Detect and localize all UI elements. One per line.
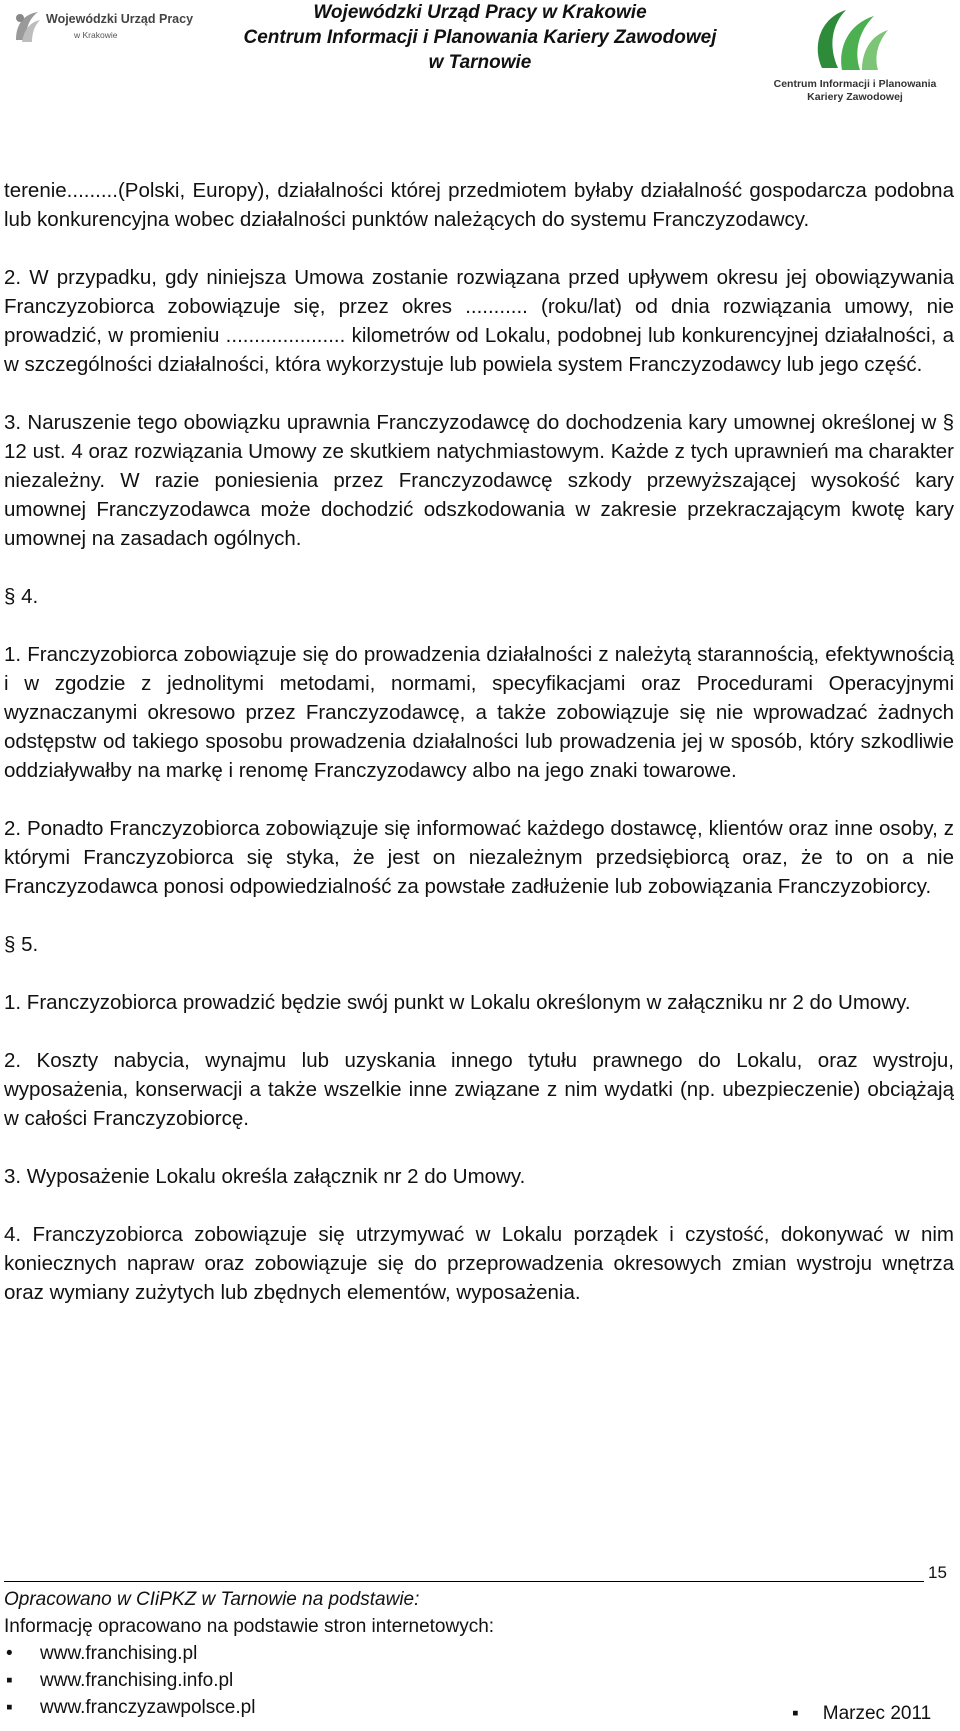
paragraph-5-1: 1. Franczyzobiorca prowadzić będzie swój punkt w Lokalu określonym w załączniku nr 2 do Umowy. [4,991,911,1014]
section-heading-5: § 5. [4,933,39,956]
ciipkz-logo-caption [760,78,950,104]
source-link[interactable]: www.franchising.info.pl [40,1670,234,1691]
section-heading-4: § 4. [4,585,39,608]
footer-source-item [4,1640,944,1667]
footer-month: Marzec 2011 [822,1703,932,1724]
ciipkz-caption-line-2: Kariery Zawodowej [807,91,903,103]
paragraph-4-1: 1. Franczyzobiorca zobowiązuje się do prowadzenia działalności z należytą starannością, efektywnością i w zgodzie z jednolitymi metodami, normami, specyfikacjami oraz Procedurami Operacyjnymi wyznaczanymi okresowo przez Franczyzodawcę, a także zobowiązuje się nie wprowadzać żadnych odstępstw od takiego sposobu prowadzenia działalności lub prowadzenia jej w sposób, który szkodliwie oddziaływałby na markę i renomę Franczyzodawcy albo na jego znaki towarowe. [4,643,954,782]
page-header-title [200,0,760,75]
source-link[interactable]: www.franchising.pl [40,1643,198,1664]
footer-prepared-by: Opracowano w CIiPKZ w Tarnowie na podstawie: [4,1589,420,1610]
header-title-line-1: Wojewódzki Urząd Pracy w Krakowie [313,2,647,23]
ciipkz-emblem-icon [812,6,892,76]
source-link[interactable]: www.franczyzawpolsce.pl [40,1697,256,1718]
paragraph-5-4: 4. Franczyzobiorca zobowiązuje się utrzymywać w Lokalu porządek i czystość, dokonywać w nim koniecznych napraw oraz zobowiązuje się do przeprowadzenia okresowych zmian wystroju wnętrza oraz wymiany zużytych lub zbędnych elementów, wyposażenia. [4,1223,954,1304]
paragraph-4-2: 2. Ponadto Franczyzobiorca zobowiązuje się informować każdego dostawcę, klientów oraz inne osoby, z którymi Franczyzobiorca się styka, że jest on niezależnym przedsiębiorcą oraz, że to on a nie Franczyzodawca ponosi odpowiedzialność za powstałe zadłużenie lub zobowiązania Franczyzobiorcy. [4,817,954,898]
wup-logo-sub: w Krakowie [74,30,118,40]
header-title-line-2: Centrum Informacji i Planowania Kariery Zawodowej [243,27,717,48]
footer-source-item [4,1667,944,1694]
paragraph-continuation: terenie.........(Polski, Europy), działalności której przedmiotem byłaby działalność gospodarcza podobna lub konkurencyjna wobec działalności punktów należących do systemu Franczyzodawcy. [4,179,954,231]
footer [4,1586,944,1721]
wup-logo [12,8,212,48]
wup-logo-name: Wojewódzki Urząd Pracy [46,12,194,26]
bullet-icon: ▪ [792,1703,799,1724]
footer-info: Informację opracowano na podstawie stron internetowych: [4,1616,495,1637]
bullet-icon: ▪ [6,1670,13,1691]
paragraph-5-2: 2. Koszty nabycia, wynajmu lub uzyskania innego tytułu prawnego do Lokalu, oraz wystroju, wyposażenia, konserwacji a także wszelkie inne związane z nim wydatki (np. ubezpieczenie) obciążają w całości Franczyzobiorcę. [4,1049,954,1130]
footer-rule [4,1581,924,1582]
bullet-icon: ▪ [6,1697,13,1718]
footer-date [792,1703,931,1725]
paragraph-5-3: 3. Wyposażenie Lokalu określa załącznik nr 2 do Umowy. [4,1165,526,1188]
ciipkz-caption-line-1: Centrum Informacji i Planowania [773,78,937,90]
wup-emblem-icon [12,10,42,44]
document-body [4,176,954,1307]
page-number: 15 [928,1563,947,1582]
paragraph-3-3: 3. Naruszenie tego obowiązku uprawnia Franczyzodawcę do dochodzenia kary umownej określonej w § 12 ust. 4 oraz rozwiązania Umowy ze skutkiem natychmiastowym. Każde z tych uprawnień ma charakter niezależny. W razie poniesienia przez Franczyzodawcę szkody przewyższającej wysokość kary umownej Franczyzodawca może dochodzić odszkodowania w zakresie przekraczającym kwotę kary umownej na zasadach ogólnych. [4,411,954,550]
ciipkz-logo [760,6,950,106]
bullet-icon: • [6,1643,13,1664]
header-title-line-3: w Tarnowie [428,52,532,73]
paragraph-3-2: 2. W przypadku, gdy niniejsza Umowa zostanie rozwiązana przed upływem okresu jej obowiązywania Franczyzobiorca zobowiązuje się, przez okres ........... (roku/lat) od dnia rozwiązania umowy, nie prowadzić, w promieniu ..................... kilometrów od Lokalu, podobnej lub konkurencyjnej działalności, a w szczególności działalności, która wykorzystuje lub powiela system Franczyzodawcy lub jego część. [4,266,954,376]
